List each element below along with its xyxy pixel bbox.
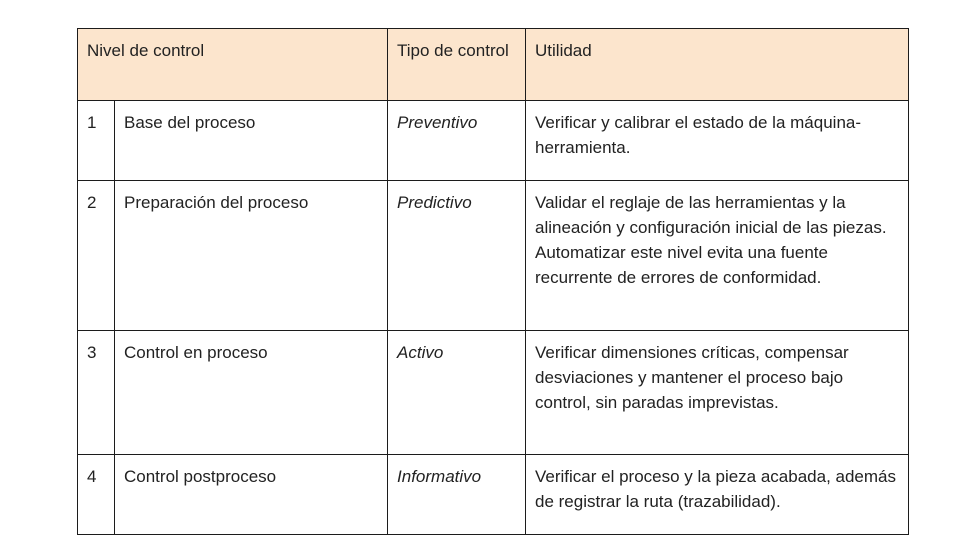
- row-utilidad: Verificar y calibrar el estado de la máquina-herramienta.: [526, 101, 909, 181]
- row-tipo: Preventivo: [388, 101, 526, 181]
- row-number: 2: [78, 181, 115, 331]
- row-nivel: Control en proceso: [115, 331, 388, 455]
- table-row: [78, 181, 909, 331]
- row-number: 3: [78, 331, 115, 455]
- row-number: 4: [78, 455, 115, 535]
- table-row: [78, 101, 909, 181]
- row-tipo: Predictivo: [388, 181, 526, 331]
- row-nivel: Base del proceso: [115, 101, 388, 181]
- row-utilidad: Verificar dimensiones críticas, compensar desviaciones y mantener el proceso bajo control, sin paradas imprevistas.: [526, 331, 909, 455]
- table-row: [78, 331, 909, 455]
- header-tipo: Tipo de control: [388, 29, 526, 101]
- row-tipo: Activo: [388, 331, 526, 455]
- control-levels-table: [77, 28, 909, 535]
- row-utilidad: Verificar el proceso y la pieza acabada, además de registrar la ruta (trazabilidad).: [526, 455, 909, 535]
- row-utilidad: Validar el reglaje de las herramientas y la alineación y configuración inicial de las piezas. Automatizar este nivel evita una fuente recurrente de errores de conformidad.: [526, 181, 909, 331]
- row-tipo: Informativo: [388, 455, 526, 535]
- row-number: 1: [78, 101, 115, 181]
- row-nivel: Control postproceso: [115, 455, 388, 535]
- table-header-row: [78, 29, 909, 101]
- header-nivel: Nivel de control: [78, 29, 388, 101]
- header-utilidad: Utilidad: [526, 29, 909, 101]
- row-nivel: Preparación del proceso: [115, 181, 388, 331]
- table-row: [78, 455, 909, 535]
